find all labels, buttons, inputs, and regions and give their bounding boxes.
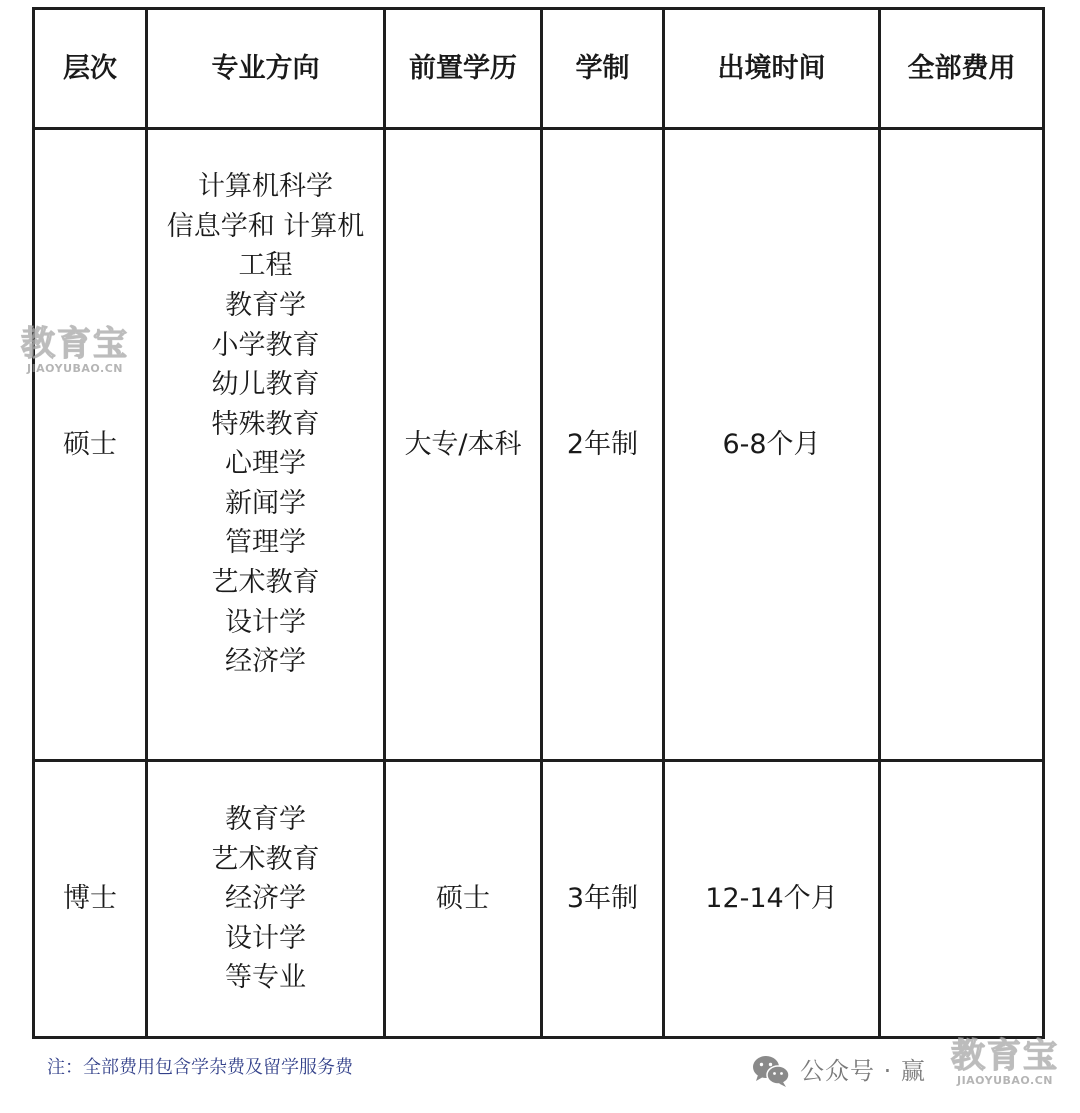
program-table — [32, 7, 1045, 1039]
header-time-abroad: 出境时间 — [664, 9, 880, 129]
cell-time-abroad: 6-8个月 — [664, 129, 880, 761]
cell-total-fee — [880, 129, 1044, 761]
header-total-fee: 全部费用 — [880, 9, 1044, 129]
major-item: 艺术教育 — [211, 567, 320, 599]
watermark-logo — [948, 1038, 1062, 1087]
header-duration: 学制 — [542, 9, 664, 129]
source-attribution — [752, 1053, 926, 1089]
major-item: 设计学 — [225, 606, 306, 638]
cell-total-fee — [880, 761, 1044, 1038]
watermark-domain: JIAOYUBAO.CN — [26, 362, 124, 375]
cell-time-abroad: 12-14个月 — [664, 761, 880, 1038]
cell-level: 博士 — [34, 761, 147, 1038]
source-label: 公众号 · 赢 — [800, 1057, 926, 1085]
table-header-row — [34, 9, 1044, 129]
cell-majors — [147, 129, 385, 761]
cell-prior-education: 大专/本科 — [385, 129, 542, 761]
cell-level: 硕士 — [34, 129, 147, 761]
watermark-brand: 教育宝 — [21, 324, 129, 364]
major-item: 管理学 — [225, 527, 306, 559]
watermark-brand: 教育宝 — [951, 1036, 1059, 1076]
major-item: 小学教育 — [211, 329, 320, 361]
header-prior-education: 前置学历 — [385, 9, 542, 129]
header-level: 层次 — [34, 9, 147, 129]
wechat-icon — [752, 1054, 790, 1088]
major-item: 经济学 — [225, 646, 306, 678]
cell-duration: 2年制 — [542, 129, 664, 761]
major-item: 经济学 — [225, 883, 306, 915]
header-major: 专业方向 — [147, 9, 385, 129]
major-item: 等专业 — [225, 962, 306, 994]
major-item: 教育学 — [225, 804, 306, 836]
major-item: 新闻学 — [225, 487, 306, 519]
cell-prior-education: 硕士 — [385, 761, 542, 1038]
table-row — [34, 129, 1044, 761]
major-item: 心理学 — [225, 448, 306, 480]
footnote: 注：全部费用包含学杂费及留学服务费 — [47, 1057, 353, 1078]
major-item: 设计学 — [225, 922, 306, 954]
major-item: 工程 — [238, 250, 293, 282]
table-row — [34, 761, 1044, 1038]
major-item: 特殊教育 — [211, 408, 320, 440]
cell-duration: 3年制 — [542, 761, 664, 1038]
major-item: 幼儿教育 — [211, 369, 320, 401]
major-item: 计算机科学 — [198, 171, 333, 203]
major-item: 教育学 — [225, 289, 306, 321]
cell-majors — [147, 761, 385, 1038]
major-item: 艺术教育 — [211, 843, 320, 875]
major-item: 信息学和 计算机 — [166, 210, 365, 242]
watermark-domain: JIAOYUBAO.CN — [956, 1074, 1054, 1087]
